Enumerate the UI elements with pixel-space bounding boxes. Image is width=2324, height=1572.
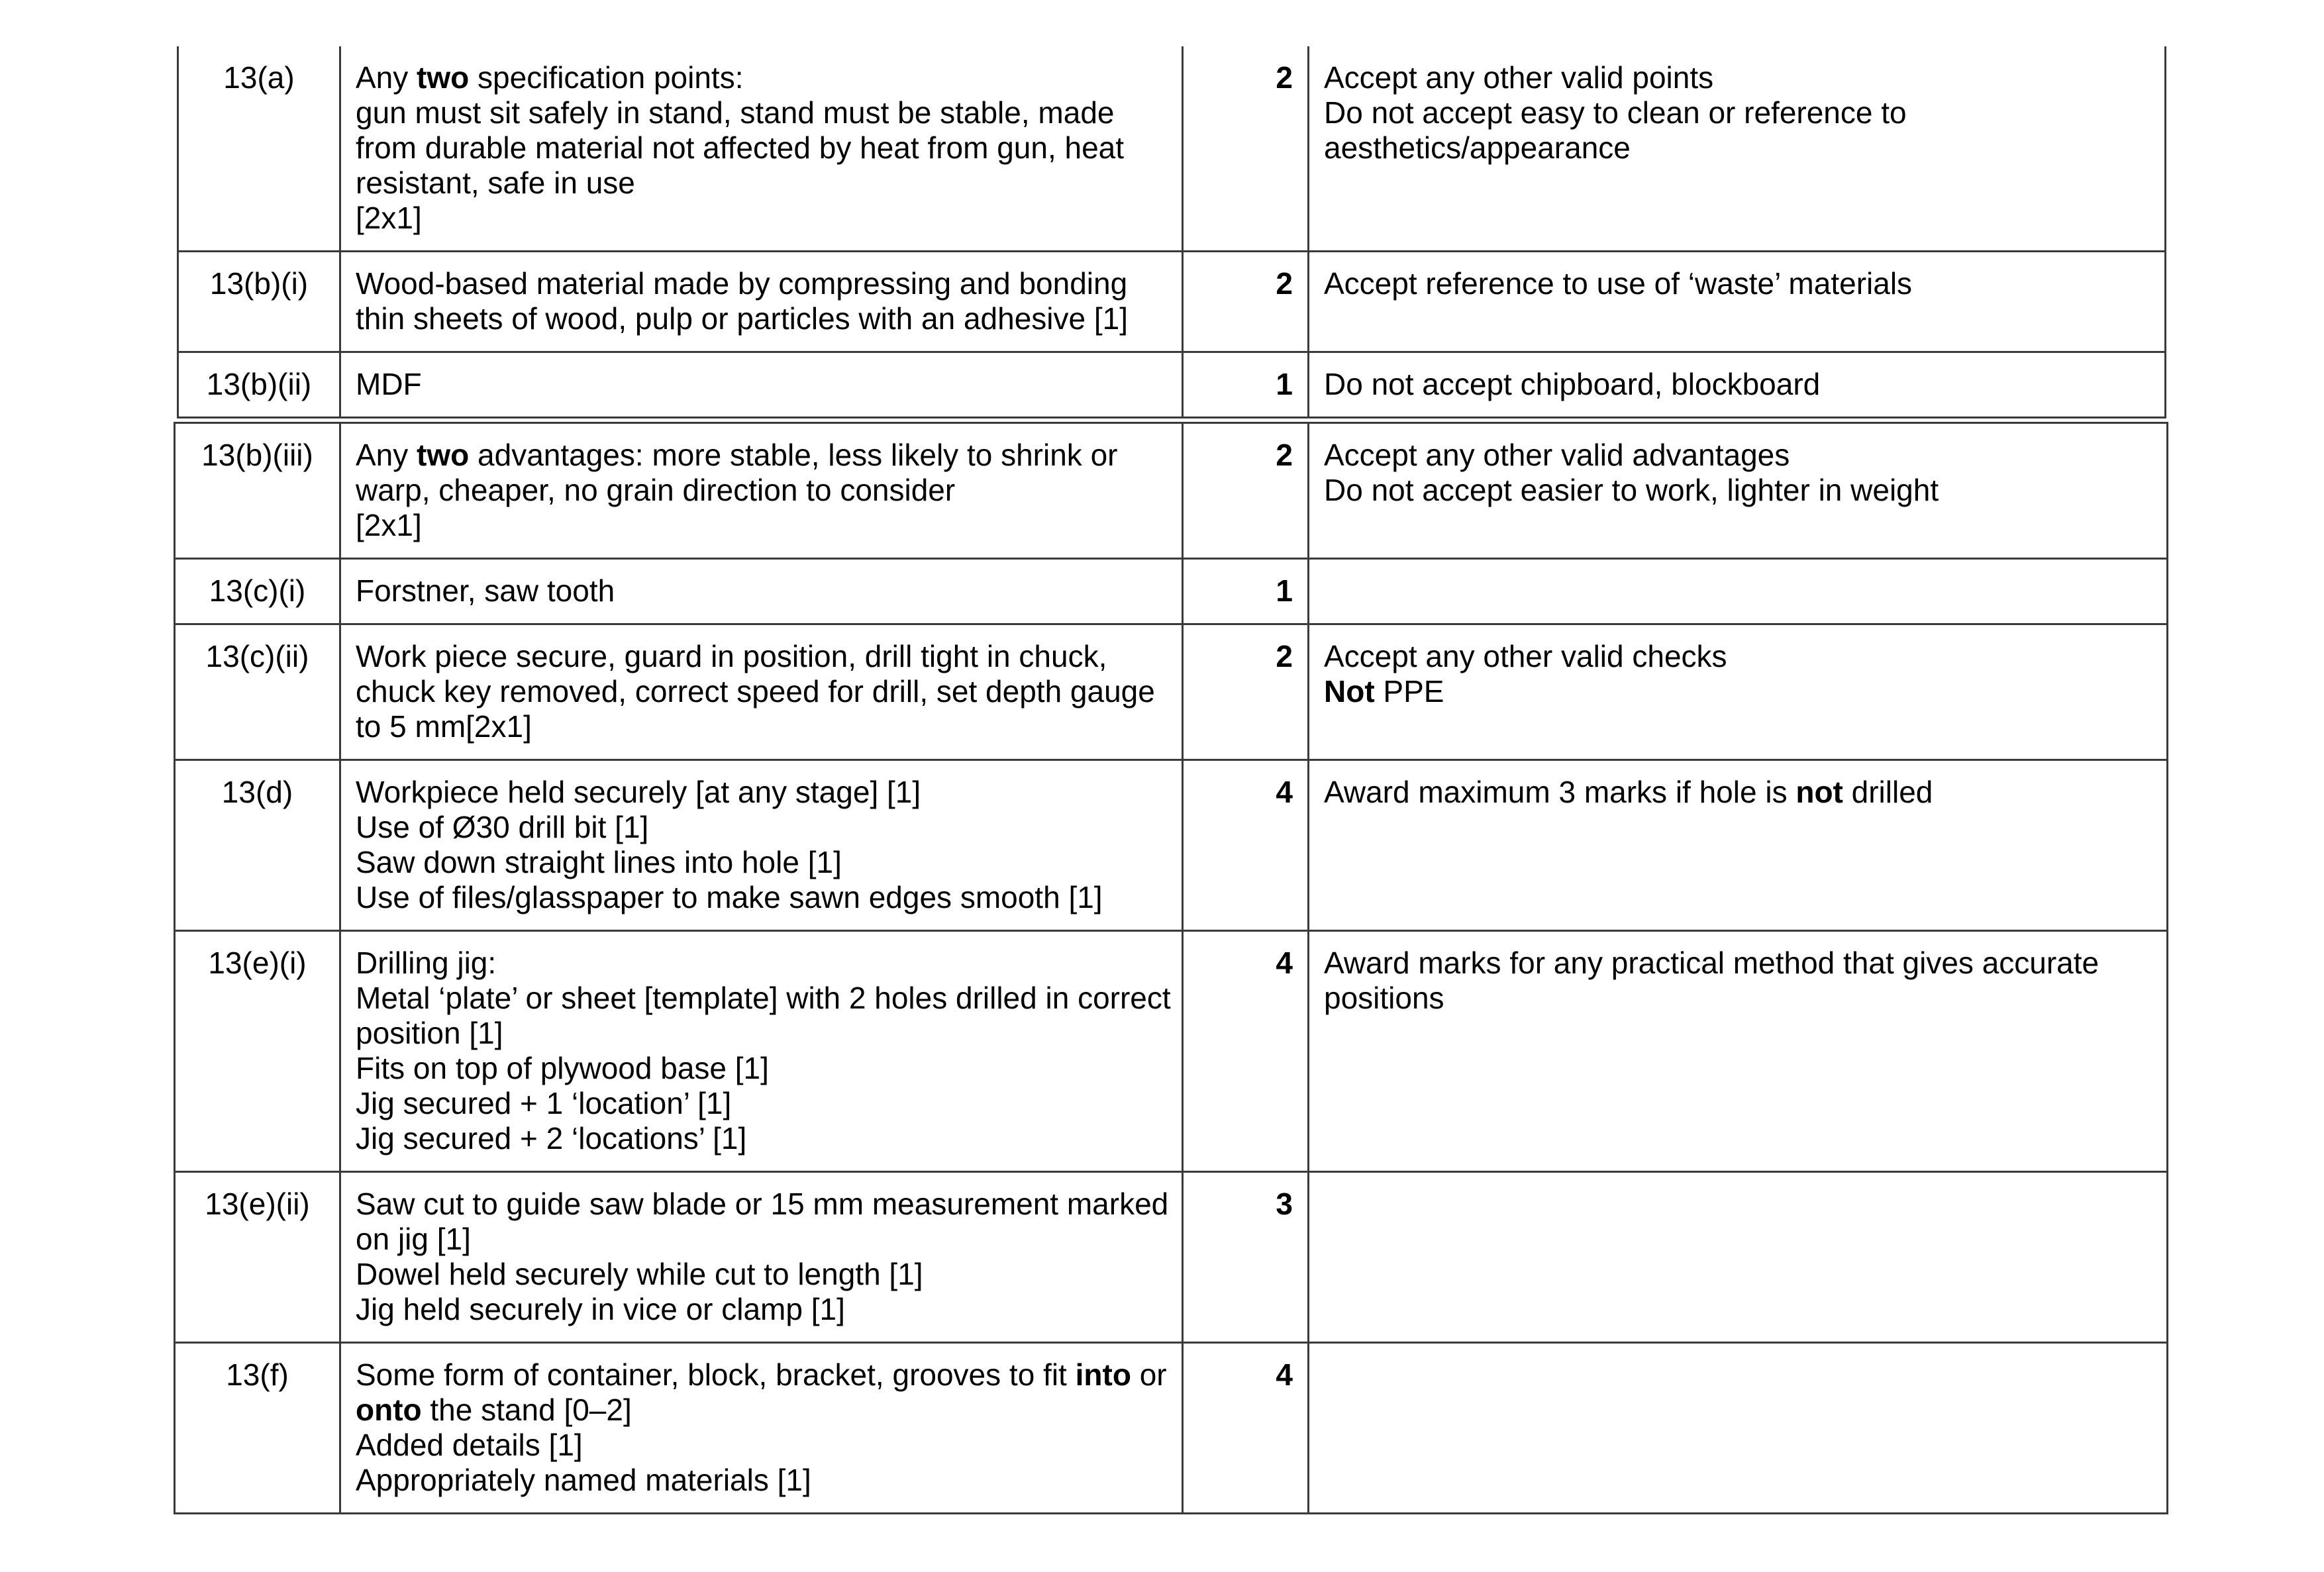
table-row	[178, 46, 2166, 252]
answer-line	[356, 1187, 1171, 1222]
answer-line	[356, 1357, 1171, 1393]
text-run: the stand [0–2]	[421, 1393, 632, 1427]
answer-line	[356, 95, 1171, 130]
answer-cell	[340, 760, 1183, 931]
guidance-line	[1324, 981, 2156, 1016]
question-number-cell: 13(b)(iii)	[175, 423, 340, 559]
text-run: Jig secured + 2 ‘locations’ [1]	[356, 1121, 747, 1155]
answer-line	[356, 508, 1171, 543]
text-run: Jig secured + 1 ‘location’ [1]	[356, 1086, 732, 1120]
bold-text: two	[417, 438, 470, 472]
guidance-cell	[1309, 252, 2166, 352]
text-run: Accept any other valid checks	[1324, 639, 1727, 673]
guidance-cell	[1309, 1343, 2168, 1514]
text-run: thin sheets of wood, pulp or particles with an adhesive [1]	[356, 301, 1129, 336]
answer-line	[356, 1257, 1171, 1292]
answer-cell	[340, 1343, 1183, 1514]
bold-text: two	[417, 60, 470, 95]
guidance-line	[1324, 674, 2156, 709]
guidance-cell	[1309, 760, 2168, 931]
answer-cell	[340, 1172, 1183, 1343]
answer-line	[356, 166, 1171, 201]
guidance-line	[1324, 473, 2156, 508]
marks-cell: 2	[1183, 624, 1309, 760]
answer-line	[356, 639, 1171, 674]
question-number-cell: 13(d)	[175, 760, 340, 931]
text-run: drilled	[1843, 775, 1933, 809]
answer-line	[356, 1016, 1171, 1051]
guidance-line	[1324, 946, 2156, 981]
marks-cell: 2	[1183, 423, 1309, 559]
marks-cell: 1	[1183, 352, 1309, 418]
text-run: specification points:	[469, 60, 744, 95]
text-run: Metal ‘plate’ or sheet [template] with 2 holes drilled in correct	[356, 981, 1171, 1015]
table-row	[175, 624, 2168, 760]
question-number-cell: 13(c)(ii)	[175, 624, 340, 760]
guidance-cell	[1309, 352, 2166, 418]
text-run: from durable material not affected by heat from gun, heat	[356, 130, 1125, 165]
answer-line	[356, 709, 1171, 744]
guidance-line	[1324, 95, 2154, 130]
bold-text: Not	[1324, 674, 1375, 709]
table-row	[175, 1172, 2168, 1343]
text-run: aesthetics/appearance	[1324, 130, 1631, 165]
guidance-cell	[1309, 423, 2168, 559]
answer-line	[356, 1428, 1171, 1463]
answer-line	[356, 946, 1171, 981]
text-run: Fits on top of plywood base [1]	[356, 1051, 769, 1085]
guidance-line	[1324, 266, 2154, 301]
text-run: gun must sit safely in stand, stand must be stable, made	[356, 95, 1115, 130]
guidance-line	[1324, 639, 2156, 674]
text-run: Work piece secure, guard in position, drill tight in chuck,	[356, 639, 1107, 673]
text-run: to 5 mm[2x1]	[356, 709, 532, 744]
answer-line	[356, 880, 1171, 915]
marks-cell: 4	[1183, 931, 1309, 1172]
bold-text: not	[1795, 775, 1843, 809]
text-run: Award marks for any practical method that gives accurate	[1324, 946, 2099, 980]
text-run: on jig [1]	[356, 1222, 471, 1256]
answer-cell	[340, 423, 1183, 559]
text-run: Forstner, saw tooth	[356, 573, 615, 608]
table-row	[175, 931, 2168, 1172]
answer-line	[356, 674, 1171, 709]
answer-line	[356, 1393, 1171, 1428]
guidance-line	[1324, 775, 2156, 810]
text-run: [2x1]	[356, 201, 422, 235]
question-number-cell: 13(b)(i)	[178, 252, 340, 352]
text-run: Accept any other valid points	[1324, 60, 1714, 95]
answer-line	[356, 301, 1171, 336]
text-run: Award maximum 3 marks if hole is	[1324, 775, 1796, 809]
text-run: Wood-based material made by compressing and bonding	[356, 266, 1128, 301]
text-run: Jig held securely in vice or clamp [1]	[356, 1292, 845, 1326]
guidance-cell	[1309, 1172, 2168, 1343]
text-run: PPE	[1374, 674, 1444, 709]
text-run: Any	[356, 438, 417, 472]
answer-line	[356, 1292, 1171, 1327]
mark-scheme-table-part-2	[174, 422, 2168, 1514]
text-run: chuck key removed, correct speed for drill, set depth gauge	[356, 674, 1155, 709]
text-run: position [1]	[356, 1016, 503, 1050]
answer-line	[356, 981, 1171, 1016]
text-run: Workpiece held securely [at any stage] [1]	[356, 775, 921, 809]
text-run: resistant, safe in use	[356, 166, 635, 200]
text-run: positions	[1324, 981, 1444, 1015]
answer-line	[356, 1086, 1171, 1121]
guidance-cell	[1309, 624, 2168, 760]
question-number-cell: 13(b)(ii)	[178, 352, 340, 418]
text-run: Saw down straight lines into hole [1]	[356, 845, 842, 879]
answer-cell	[340, 46, 1183, 252]
answer-cell	[340, 352, 1183, 418]
text-run: Dowel held securely while cut to length [1]	[356, 1257, 923, 1291]
table-row	[175, 760, 2168, 931]
text-run: Use of Ø30 drill bit [1]	[356, 810, 649, 844]
answer-line	[356, 201, 1171, 236]
text-run: Do not accept easy to clean or reference to	[1324, 95, 1907, 130]
guidance-line	[1324, 130, 2154, 166]
marks-cell: 4	[1183, 760, 1309, 931]
answer-line	[356, 1222, 1171, 1257]
guidance-cell	[1309, 559, 2168, 624]
guidance-line	[1324, 438, 2156, 473]
guidance-cell	[1309, 931, 2168, 1172]
table-row	[178, 352, 2166, 418]
table-row	[175, 559, 2168, 624]
answer-line	[356, 775, 1171, 810]
answer-line	[356, 473, 1171, 508]
marks-cell: 2	[1183, 46, 1309, 252]
answer-line	[356, 266, 1171, 301]
answer-line	[356, 367, 1171, 402]
question-number-cell: 13(e)(ii)	[175, 1172, 340, 1343]
text-run: Added details [1]	[356, 1428, 583, 1462]
bold-text: into	[1075, 1357, 1131, 1392]
answer-line	[356, 573, 1171, 609]
text-run: Appropriately named materials [1]	[356, 1463, 811, 1497]
answer-cell	[340, 559, 1183, 624]
answer-cell	[340, 931, 1183, 1172]
marks-cell: 4	[1183, 1343, 1309, 1514]
text-run: Saw cut to guide saw blade or 15 mm measurement marked	[356, 1187, 1169, 1221]
answer-line	[356, 845, 1171, 880]
text-run: Do not accept chipboard, blockboard	[1324, 367, 1821, 401]
text-run: Accept any other valid advantages	[1324, 438, 1790, 472]
answer-line	[356, 810, 1171, 845]
text-run: [2x1]	[356, 508, 422, 542]
marks-cell: 1	[1183, 559, 1309, 624]
answer-line	[356, 1463, 1171, 1498]
answer-line	[356, 130, 1171, 166]
answer-line	[356, 1051, 1171, 1086]
text-run: advantages: more stable, less likely to shrink or	[469, 438, 1118, 472]
text-run: Accept reference to use of ‘waste’ materials	[1324, 266, 1913, 301]
bold-text: onto	[356, 1393, 422, 1427]
text-run: MDF	[356, 367, 422, 401]
answer-line	[356, 438, 1171, 473]
answer-cell	[340, 624, 1183, 760]
table-row	[175, 423, 2168, 559]
mark-scheme-table-part-1	[177, 46, 2166, 418]
text-run: warp, cheaper, no grain direction to consider	[356, 473, 956, 507]
question-number-cell: 13(c)(i)	[175, 559, 340, 624]
answer-line	[356, 60, 1171, 95]
table-row	[178, 252, 2166, 352]
text-run: Some form of container, block, bracket, grooves to fit	[356, 1357, 1076, 1392]
question-number-cell: 13(e)(i)	[175, 931, 340, 1172]
guidance-cell	[1309, 46, 2166, 252]
text-run: Do not accept easier to work, lighter in weight	[1324, 473, 1939, 507]
text-run: or	[1131, 1357, 1167, 1392]
text-run: Drilling jig:	[356, 946, 497, 980]
answer-line	[356, 1121, 1171, 1156]
text-run: Any	[356, 60, 417, 95]
question-number-cell: 13(a)	[178, 46, 340, 252]
table-row	[175, 1343, 2168, 1514]
marks-cell: 2	[1183, 252, 1309, 352]
marks-cell: 3	[1183, 1172, 1309, 1343]
text-run: Use of files/glasspaper to make sawn edges smooth [1]	[356, 880, 1103, 914]
guidance-line	[1324, 60, 2154, 95]
answer-cell	[340, 252, 1183, 352]
guidance-line	[1324, 367, 2154, 402]
question-number-cell: 13(f)	[175, 1343, 340, 1514]
